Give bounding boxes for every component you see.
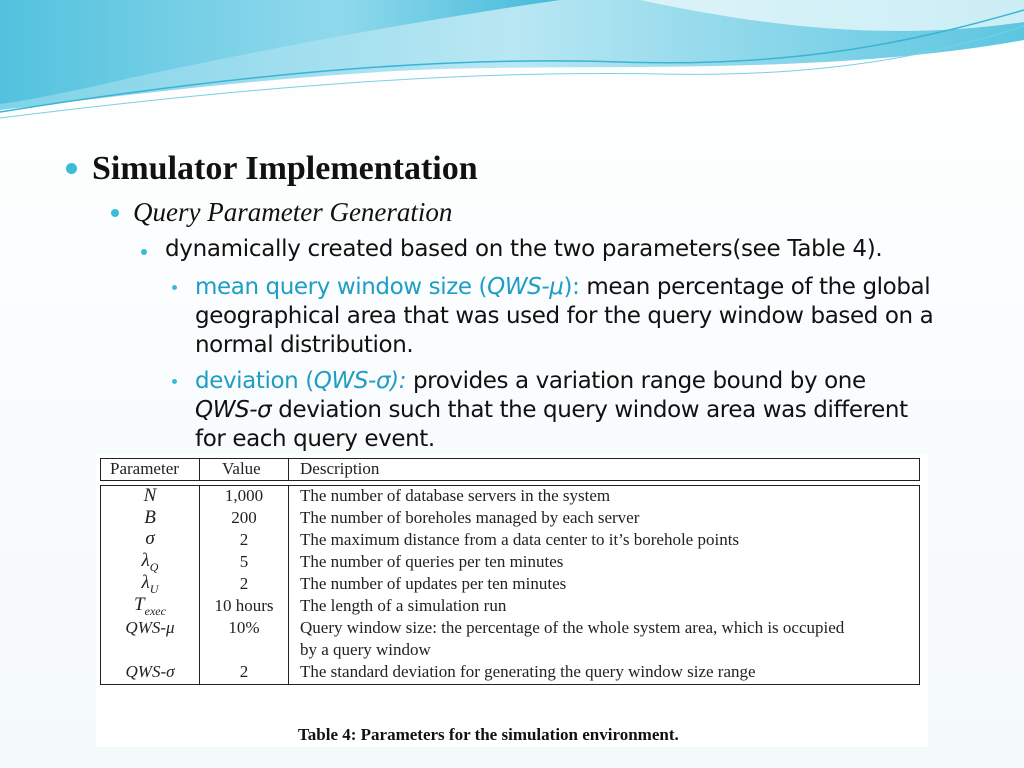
subpoint-text: provides a variation range bound by one bbox=[406, 368, 866, 394]
slide-heading: Simulator Implementation bbox=[92, 150, 478, 187]
bullet-level1 bbox=[66, 163, 77, 174]
table-cell-desc: The length of a simulation run bbox=[300, 596, 507, 615]
param-subscript: exec bbox=[144, 603, 166, 618]
bullet-level4 bbox=[172, 379, 177, 384]
subpoint-deviation bbox=[195, 367, 965, 454]
subpoint-text: geographical area that was used for the query window based on a bbox=[195, 303, 934, 329]
subpoint-symbol: QWS-σ bbox=[195, 397, 272, 423]
subpoint-term: deviation ( bbox=[195, 368, 314, 394]
subpoint-symbol: QWS-μ bbox=[487, 274, 564, 300]
table-cell-desc: The number of queries per ten minutes bbox=[300, 552, 564, 571]
table-cell-value: 200 bbox=[231, 508, 257, 527]
table-cell-value: 5 bbox=[239, 552, 249, 571]
table-header-description: Description bbox=[300, 459, 380, 478]
bullet-level2 bbox=[111, 209, 119, 217]
slide-subheading: Query Parameter Generation bbox=[133, 197, 453, 227]
table-cell-value: 2 bbox=[239, 530, 249, 549]
table-cell-desc: by a query window bbox=[300, 640, 431, 659]
subpoint-symbol: QWS-σ bbox=[313, 368, 391, 394]
table-cell-param bbox=[100, 594, 200, 619]
table-cell-value: 2 bbox=[239, 662, 249, 681]
table-cell-value: 2 bbox=[239, 574, 249, 593]
subpoint-term: mean query window size ( bbox=[195, 274, 488, 300]
table-cell-param: σ bbox=[145, 528, 155, 549]
param-symbol: λ bbox=[141, 550, 150, 571]
bullet-level3 bbox=[141, 249, 147, 255]
table-cell-desc: The number of boreholes managed by each server bbox=[300, 508, 640, 527]
table-divider bbox=[288, 485, 289, 685]
slide-point: dynamically created based on the two parameters(see Table 4). bbox=[165, 236, 883, 262]
table-header-parameter: Parameter bbox=[110, 459, 179, 478]
param-subscript: U bbox=[149, 581, 159, 596]
header-wave-decoration bbox=[0, 0, 1024, 130]
table-divider bbox=[288, 458, 289, 481]
table-cell-value: 1,000 bbox=[224, 486, 264, 505]
param-symbol: λ bbox=[141, 572, 150, 593]
table-cell-param: N bbox=[143, 485, 157, 506]
subpoint-mean-query-window bbox=[195, 273, 965, 360]
table-divider bbox=[199, 458, 200, 481]
table-cell-param: QWS-σ bbox=[125, 662, 175, 681]
table-cell-desc: Query window size: the percentage of the whole system area, which is occupied bbox=[300, 618, 845, 637]
table-cell-desc: The number of database servers in the system bbox=[300, 486, 611, 505]
param-subscript: Q bbox=[149, 559, 159, 574]
subpoint-text: for each query event. bbox=[195, 426, 435, 452]
table-cell-value: 10% bbox=[228, 618, 260, 637]
table-cell-param: QWS-μ bbox=[125, 618, 175, 637]
bullet-level4 bbox=[172, 285, 177, 290]
table-cell-desc: The standard deviation for generating the query window size range bbox=[300, 662, 756, 681]
param-symbol: T bbox=[134, 594, 145, 615]
subpoint-term-end: ): bbox=[563, 274, 580, 300]
table-cell-value: 10 hours bbox=[214, 596, 274, 615]
table-cell-desc: The maximum distance from a data center to it’s borehole points bbox=[300, 530, 740, 549]
subpoint-term-end: ): bbox=[390, 368, 407, 394]
table-header-value: Value bbox=[222, 459, 261, 478]
table-cell-desc: The number of updates per ten minutes bbox=[300, 574, 567, 593]
table-cell-param: B bbox=[144, 507, 156, 528]
table-caption: Table 4: Parameters for the simulation environment. bbox=[298, 725, 679, 744]
subpoint-text: deviation such that the query window area was different bbox=[271, 397, 908, 423]
subpoint-text: normal distribution. bbox=[195, 332, 414, 358]
subpoint-text: mean percentage of the global bbox=[579, 274, 931, 300]
